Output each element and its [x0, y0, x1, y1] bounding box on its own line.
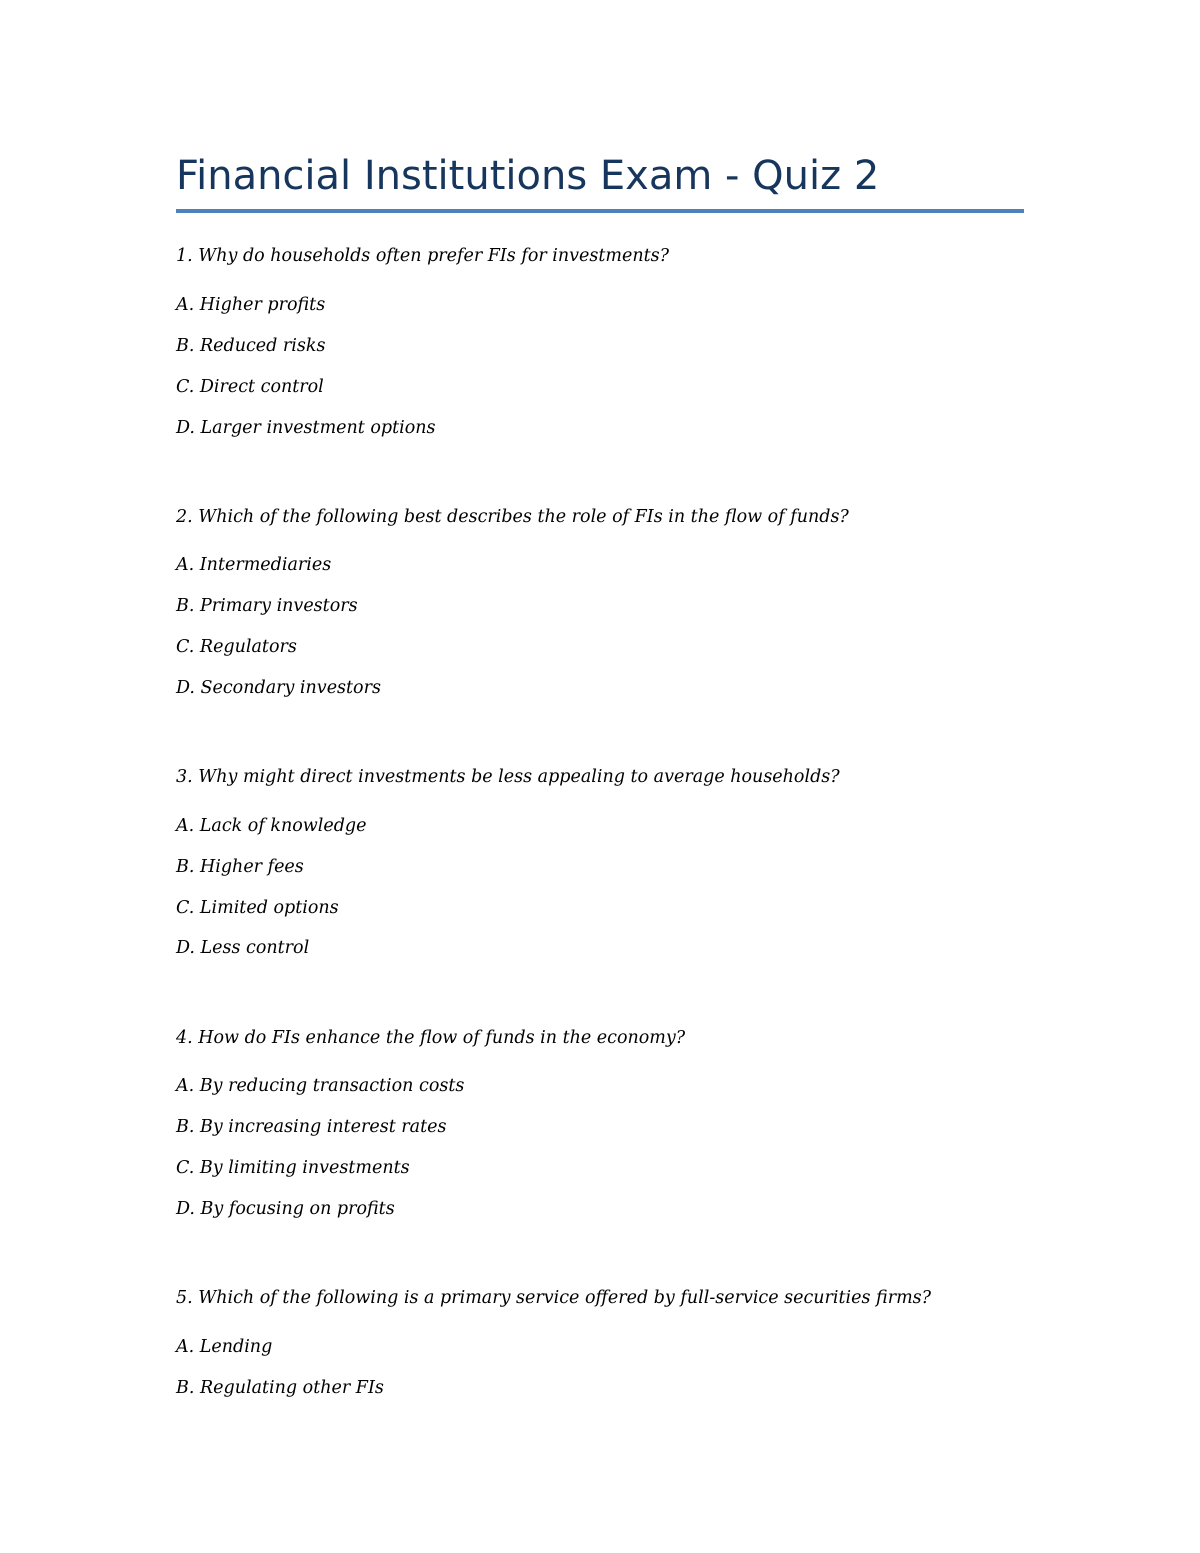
question-4-option-b: B. By increasing interest rates — [176, 1117, 447, 1137]
question-4-option-d: D. By focusing on profits — [176, 1199, 395, 1219]
question-1-option-d: D. Larger investment options — [176, 418, 436, 438]
question-3-text: 3. Why might direct investments be less appealing to average households? — [176, 767, 840, 787]
question-4-option-c: C. By limiting investments — [176, 1158, 410, 1178]
question-4-text: 4. How do FIs enhance the flow of funds in the economy? — [176, 1028, 686, 1048]
question-5-option-a: A. Lending — [176, 1337, 273, 1357]
question-2-option-d: D. Secondary investors — [176, 678, 381, 698]
question-4-option-a: A. By reducing transaction costs — [176, 1076, 465, 1096]
question-1-option-c: C. Direct control — [176, 377, 324, 397]
question-1-option-b: B. Reduced risks — [176, 336, 326, 356]
page-title: Financial Institutions Exam - Quiz 2 — [176, 153, 880, 199]
question-1-option-a: A. Higher profits — [176, 295, 326, 315]
question-3-option-a: A. Lack of knowledge — [176, 816, 367, 836]
question-2-option-c: C. Regulators — [176, 637, 297, 657]
question-3-option-d: D. Less control — [176, 938, 310, 958]
question-5-option-b: B. Regulating other FIs — [176, 1378, 384, 1398]
question-5-text: 5. Which of the following is a primary service offered by full-service securities firms? — [176, 1288, 932, 1308]
question-2-option-a: A. Intermediaries — [176, 555, 332, 575]
title-underline — [176, 209, 1024, 213]
question-3-option-c: C. Limited options — [176, 898, 339, 918]
question-2-option-b: B. Primary investors — [176, 596, 358, 616]
question-1-text: 1. Why do households often prefer FIs for investments? — [176, 246, 670, 266]
question-3-option-b: B. Higher fees — [176, 857, 304, 877]
question-2-text: 2. Which of the following best describes the role of FIs in the flow of funds? — [176, 507, 849, 527]
